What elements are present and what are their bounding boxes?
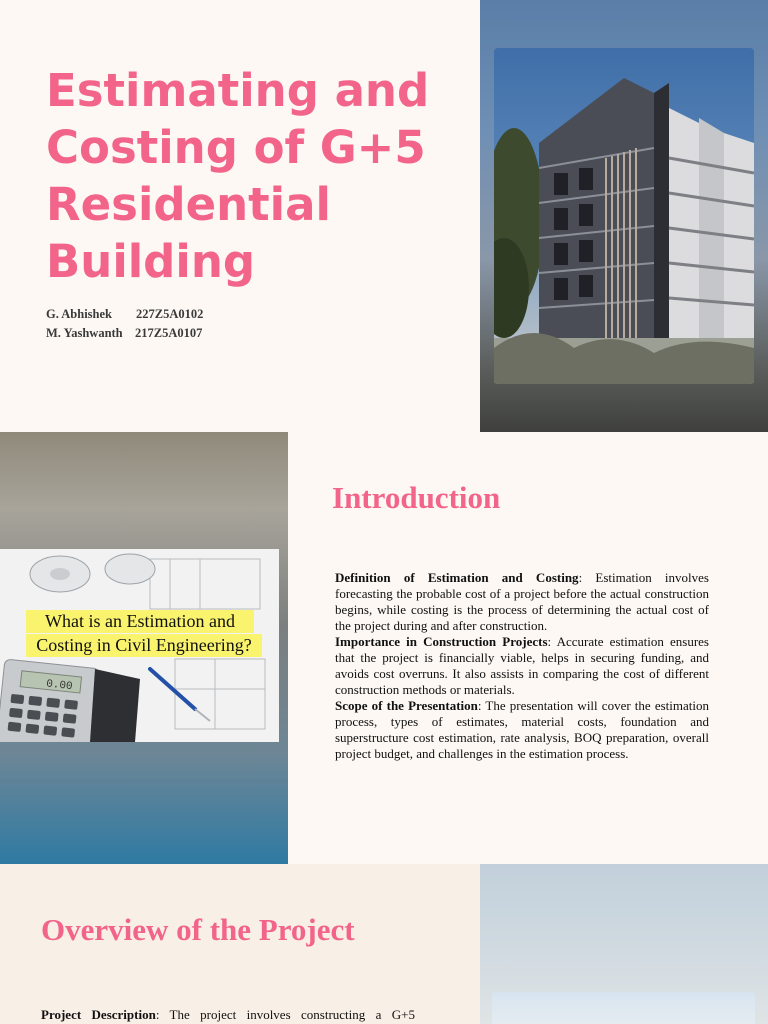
section-heading: Introduction [332, 480, 501, 515]
overview-slide [0, 864, 768, 1024]
author-id: 217Z5A0107 [135, 326, 203, 340]
slide-title: Estimating and Costing of G+5 Residential Building [46, 64, 430, 288]
author-list [46, 305, 203, 343]
side-image-panel [0, 432, 288, 864]
intro-body [335, 570, 709, 762]
paragraph-text: : Estimation involves forecasting the probable cost of a project before the actual construction begins, while costing is the process of determining the actual cost of the project during and after construction. [335, 570, 709, 633]
paragraph [335, 698, 709, 762]
section-heading: Overview of the Project [41, 912, 355, 947]
apartment-building-illustration [494, 48, 754, 384]
building-photo [494, 48, 754, 384]
title-slide [0, 0, 768, 432]
photo-panel [480, 864, 768, 1024]
paragraph-lead: Definition of Estimation and Costing [335, 570, 579, 585]
paragraph-text: : Accurate estimation ensures that the project is financially viable, helps in securing funding, and avoids cost overruns. It also assists in comparing the cost of different construction methods or materials. [335, 634, 709, 697]
paragraph-lead: Scope of the Presentation [335, 698, 478, 713]
introduction-slide [0, 432, 768, 864]
estimation-image [0, 549, 279, 742]
paragraph-lead: Importance in Construction Projects [335, 634, 548, 649]
image-caption-line1: What is an Estimation and [45, 611, 235, 631]
paragraph-text: : The project involves constructing a G+5 [155, 1007, 415, 1022]
paragraph-lead: Project Description [41, 1007, 156, 1022]
author-row [46, 324, 203, 343]
paragraph [335, 634, 709, 698]
project-photo [492, 992, 755, 1024]
image-caption-line2: Costing in Civil Engineering? [36, 635, 252, 655]
overview-body [41, 1007, 415, 1023]
blueprint-calculator-illustration [0, 549, 279, 742]
author-name: G. Abhishek [46, 307, 113, 321]
author-id: 227Z5A0102 [136, 307, 204, 321]
paragraph [335, 570, 709, 634]
photo-panel [480, 0, 768, 432]
calculator-display: 0.00 [45, 678, 74, 694]
paragraph-text: : The presentation will cover the estimation process, types of estimates, material costs, foundation and superstructure cost estimation, rate analysis, BOQ preparation, overall project budget, and challenges in the estimation process. [335, 698, 709, 761]
author-name: M. Yashwanth [46, 326, 123, 340]
author-row [46, 305, 203, 324]
